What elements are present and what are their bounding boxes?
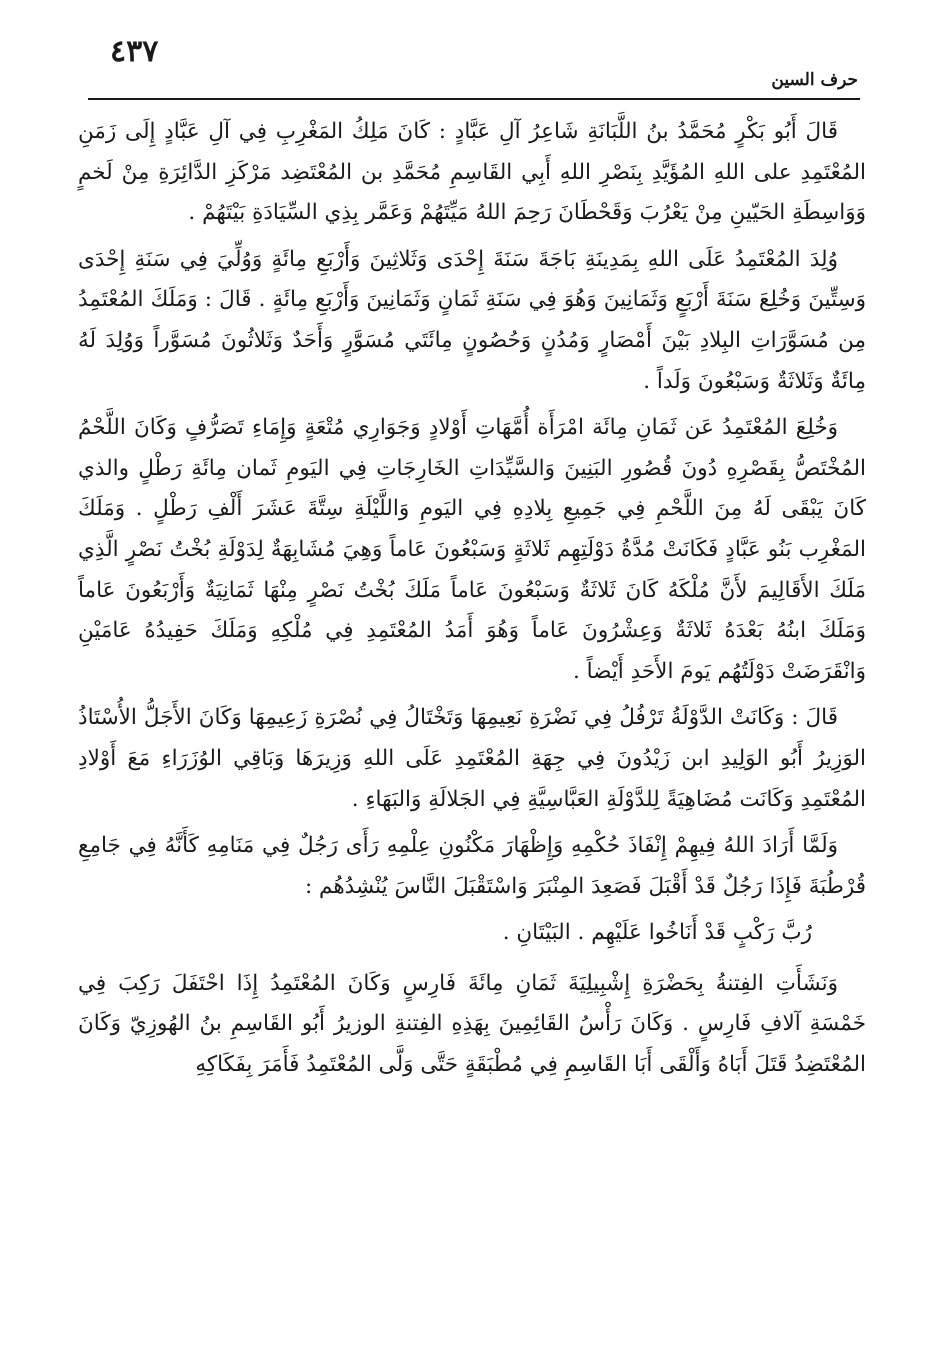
- header-rule: [88, 98, 860, 100]
- paragraph: قَالَ : وَكَانَتْ الدَّوْلَةُ تَرْفُلُ فِي نَضْرَةِ نَعِيمِهَا وَتَخْتَالُ فِي نُصْرَةِ زَعِيمِهَا وَكَانَ الأَجَلُّ الأُسْتَاذُ الوَزِيرُ أَبُو الوَلِيدِ ابن زَيْدُونَ فِي جِهَةِ المُعْتَمِدِ عَلَى اللهِ وَزِيرَهَا وَبَاقِي الوُزَرَاءِ مَعَ أَوْلادِ المُعْتَمِدِ وَكَانَت مُضَاهِيَةً لِلدَّوْلَةِ العَبَّاسِيَّةِ فِي الجَلالَةِ وَالبَهَاءِ .: [78, 705, 866, 812]
- paragraph: قَالَ أَبُو بَكْرٍ مُحَمَّدُ بنُ اللَّبَانَةِ شَاعِرُ آلِ عَبَّادٍ : كَانَ مَلِكُ المَغْرِبِ فِي آلِ عَبَّادٍ إِلَى زَمَنِ المُعْتَمِدِ على اللهِ المُؤَيَّدِ بِنَصْرِ اللهِ أَبِي القَاسِمِ مُحَمَّدِ بن المُعْتَضِد مَرْكَزِ الدَّائِرَةِ مِنْ لَخمٍ وَوَاسِطَةِ الحَيّينِ مِنْ يَعْرُبَ وَقَحْطَانَ رَحِمَ اللهُ مَيِّتَهُمْ وَعَمَّر بِذِي السِّيَادَةِ بَيْتَهُمْ .: [78, 119, 866, 226]
- running-title: حرف السين: [771, 70, 858, 90]
- body-text: [78, 112, 866, 1092]
- paragraph: وَنَشَأَتِ الفِتنةُ بِحَضْرَةِ إِشْبِيلِيَةَ ثَمَانِ مِائَةَ فَارِسٍ وَكَانَ المُعْتَمِدُ إِذَا احْتَفَلَ رَكِبَ فِي خَمْسَةِ آلافِ فَارِسٍ . وَكَانَ رَأْسُ القَائِمِينَ بِهَذِهِ الفِتنةِ الوزيرُ أَبُو القَاسِمِ بنُ الهُوزِيّ وَكَانَ المُعْتَضِدُ قَتَلَ أَبَاهُ وَأَلْقَى أَبَا القَاسِمِ فِي مُطْبَقَةٍ حَتَّى وَلَّى المُعْتَمِدُ فَأَمَرَ بِفَكَاكِهِ: [78, 970, 866, 1078]
- verse-line: رُبَّ رَكْبٍ قَدْ أَنَاخُوا عَلَيْهِم . البَيْتَانِ .: [502, 920, 812, 946]
- paragraph: وَخُلِعَ المُعْتَمِدُ عَن ثَمَانِ مِائَة امْرَأَة أُمَّهَاتِ أَوْلادٍ وَجَوَارِي مُتْعَةٍ وَإِمَاءِ تَصَرُّفٍ وَكَانَ اللَّحْمُ المُخْتَصُّ بِقَصْرِهِ دُونَ قُصُورِ البَنِينَ وَالسَّيِّدَاتِ الخَارِجَاتِ فِي اليَومِ ثَمان مِائَةِ رَطْلٍ والذي كَانَ يَبْقَى لَهُ مِنَ اللَّحْمِ فِي جَمِيعِ بِلادِهِ فِي اليَومِ وَاللَّيْلَةِ سِتَّةَ عَشَرَ أَلْفِ رَطْلٍ . وَمَلَكَ المَغْرِب بَنُو عَبَّادٍ فَكَانَتْ مُدَّةُ دَوْلَتِهِم ثَلاثَةٍ وَسَبْعُونَ عَاماً وَهِيَ مُشَابِهَةٌ لِدَوْلَةِ بُخْتُ نَصْرٍ الَّذِي مَلَكَ الأَقَالِيمَ لأَنَّ مُلْكَهُ كَانَ ثَلاثَةٌ وَسَبْعُونَ عَاماً مَلَكَ بُخْتُ نَصْرٍ مِنْهَا ثَمَانِيَةٌ وَأَرْبَعُونَ عَاماً وَمَلَكَ ابنُهُ بَعْدَهُ ثَلاثَةٌ وَعِشْرُونَ عَاماً وَهُوَ أَمَدُ المُعْتَمِدِ فِي مُلْكِهِ وَمَلَكَ حَفِيدُهُ عَامَيْنِ وَانْقَرَضَتْ دَوْلَتُهُم يَومَ الأَحَدِ أَيْضاً .: [78, 415, 866, 684]
- page-number: ٤٣٧: [110, 34, 159, 69]
- paragraph: وُلِدَ المُعْتَمِدُ عَلَى اللهِ بِمَدِينَةِ بَاجَةَ سَنَةَ إِحْدَى وَثَلاثِينَ وَأَرْبَعِ مِائَةٍ وَوُلِّيَ فِي سَنَةِ إِحْدَى وَسِتِّينَ وَخُلِعَ سَنَةَ أَرْبَعٍ وَثَمَانِينَ وَهُوَ فِي سَنَةِ ثَمَانٍ وَثَمَانِينَ وَأَرْبَعِ مِائَةٍ . قَالَ : وَمَلَكَ المُعْتَمِدُ مِن مُسَوَّرَاتِ البِلادِ بَيْنَ أَمْصَارٍ وَمُدُنٍ وَحُصُونٍ مِائَتَي مُسَوَّرٍ وَأَحَدٌ وَثَلاثُونَ مُسَوَّراً وَوُلِدَ لَهُ مِائَةٌ وَثَلاثَةٌ وَسَبْعُونَ وَلَداً .: [78, 246, 866, 394]
- paragraph: وَلَمَّا أَرَادَ اللهُ فِيهِمْ إِنْفَاذَ حُكْمِهِ وَإِظْهَارَ مَكْنُونِ عِلْمِهِ رَأَى رَجُلٌ فِي مَنَامِهِ كَأَنَّهُ فِي جَامِعِ قُرْطُبَةَ فَإِذَا رَجُلٌ قَدْ أَقْبَلَ فَصَعِدَ المِنْبَرَ وَاسْتَقْبَلَ النَّاسَ يُنْشِدُهُم :: [78, 833, 866, 899]
- page-header: [88, 28, 858, 98]
